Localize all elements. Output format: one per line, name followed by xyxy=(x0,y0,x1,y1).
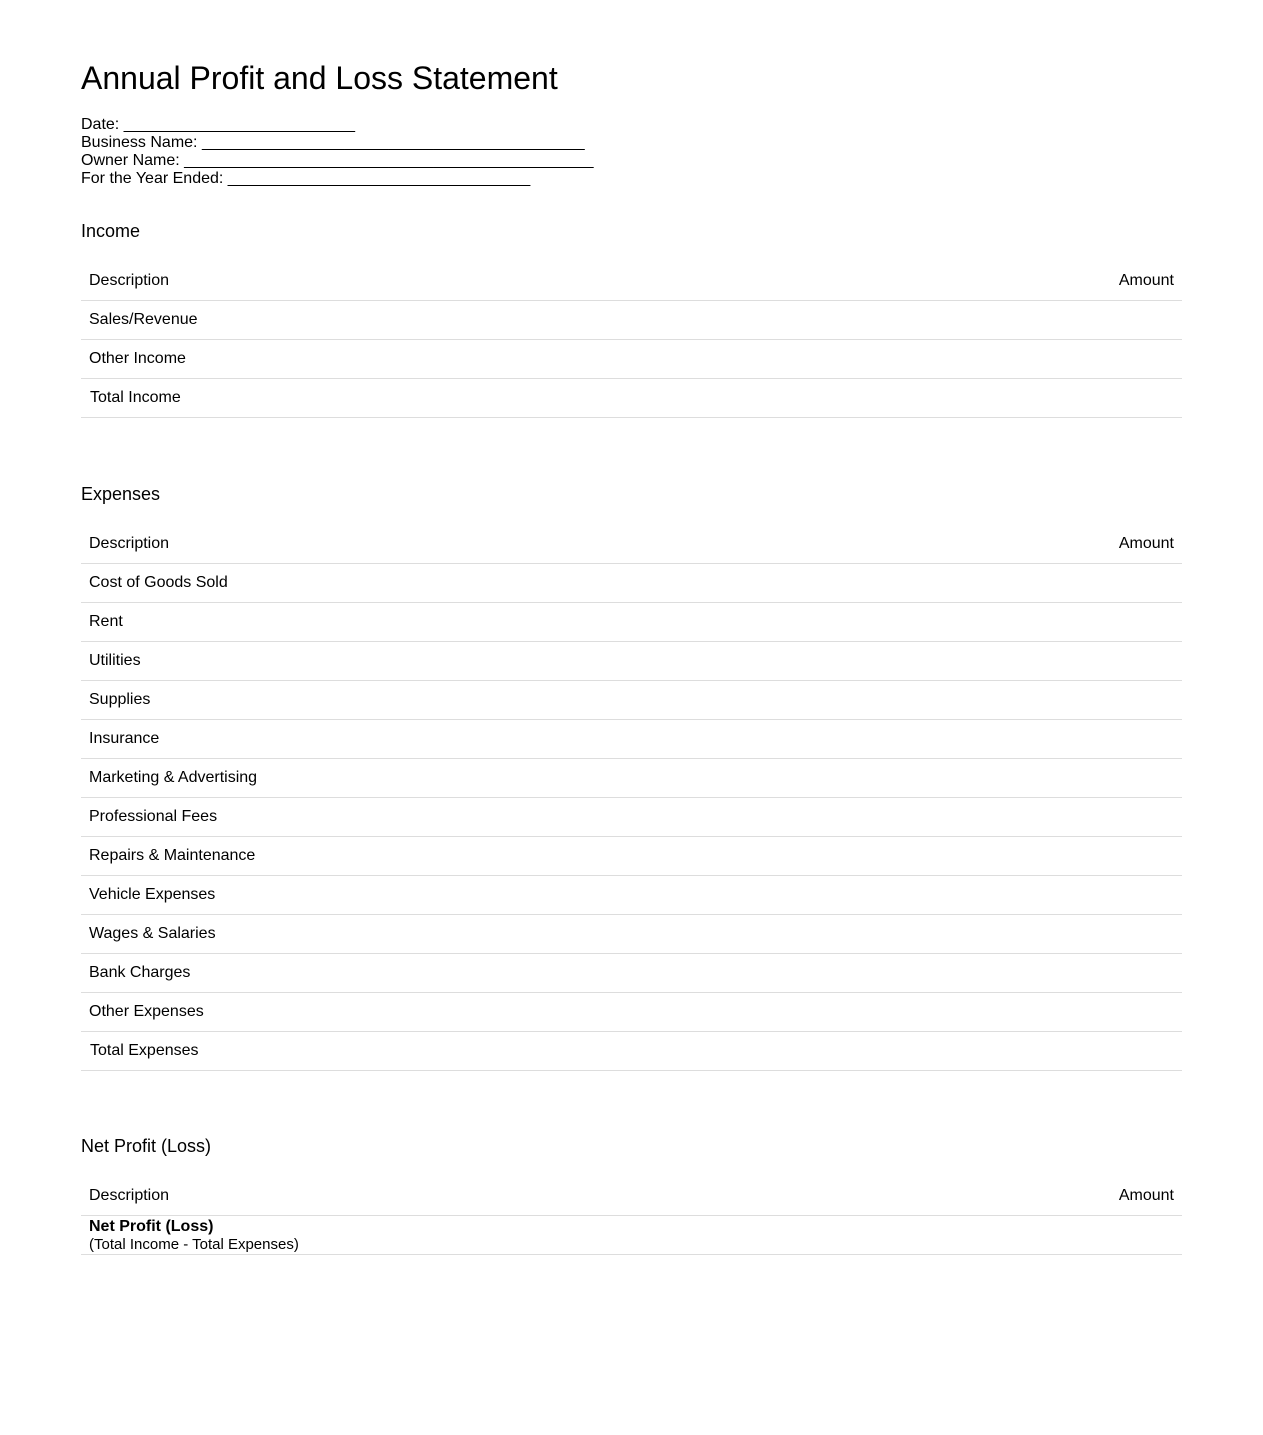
expenses-section xyxy=(81,483,1182,505)
expenses-header-row xyxy=(81,525,1182,564)
page-title: Annual Profit and Loss Statement xyxy=(81,60,558,96)
income-table xyxy=(81,262,1182,418)
year-ended-label: For the Year Ended: xyxy=(81,170,224,187)
expenses-amount-header: Amount xyxy=(875,525,1182,564)
business-name-blank[interactable]: ___________________________________________ xyxy=(201,134,585,151)
date-label: Date: xyxy=(81,116,120,133)
table-row xyxy=(81,993,1182,1032)
expense-row-label: Repairs & Maintenance xyxy=(81,837,875,876)
table-row xyxy=(81,301,1182,340)
expense-row-amount[interactable] xyxy=(875,915,1182,954)
header-fields xyxy=(81,116,593,188)
owner-name-field xyxy=(81,152,593,170)
expense-row-label: Insurance xyxy=(81,720,875,759)
net-description-header: Description xyxy=(81,1177,918,1216)
date-field xyxy=(81,116,593,134)
expense-row-amount[interactable] xyxy=(875,681,1182,720)
table-row xyxy=(81,876,1182,915)
expense-row-label: Wages & Salaries xyxy=(81,915,875,954)
income-row-label: Other Income xyxy=(81,340,782,379)
expense-row-label: Utilities xyxy=(81,642,875,681)
income-header-row xyxy=(81,262,1182,301)
net-amount-header: Amount xyxy=(918,1177,1182,1216)
total-expenses-label: Total Expenses xyxy=(81,1032,875,1071)
expense-row-amount[interactable] xyxy=(875,759,1182,798)
total-income-amount[interactable] xyxy=(782,379,1182,418)
income-section xyxy=(81,220,1182,242)
expense-row-amount[interactable] xyxy=(875,837,1182,876)
expense-row-amount[interactable] xyxy=(875,798,1182,837)
expense-row-label: Marketing & Advertising xyxy=(81,759,875,798)
expense-row-amount[interactable] xyxy=(875,642,1182,681)
income-row-amount[interactable] xyxy=(782,340,1182,379)
business-name-label: Business Name: xyxy=(81,134,198,151)
total-income-label: Total Income xyxy=(81,379,782,418)
expenses-description-header: Description xyxy=(81,525,875,564)
year-ended-blank[interactable]: __________________________________ xyxy=(227,170,531,187)
expense-row-amount[interactable] xyxy=(875,876,1182,915)
table-row xyxy=(81,954,1182,993)
year-ended-field xyxy=(81,170,593,188)
net-profit-row xyxy=(81,1216,1182,1255)
income-description-header: Description xyxy=(81,262,782,301)
income-amount-header: Amount xyxy=(782,262,1182,301)
expense-row-amount[interactable] xyxy=(875,954,1182,993)
owner-name-blank[interactable]: ______________________________________________ xyxy=(184,152,594,169)
net-profit-cell xyxy=(81,1216,918,1255)
net-profit-section xyxy=(81,1135,1182,1157)
net-profit-label: Net Profit (Loss) xyxy=(89,1217,214,1235)
expense-row-label: Cost of Goods Sold xyxy=(81,564,875,603)
expense-row-amount[interactable] xyxy=(875,993,1182,1032)
expense-row-label: Rent xyxy=(81,603,875,642)
net-profit-section-title: Net Profit (Loss) xyxy=(81,1136,212,1156)
net-header-row xyxy=(81,1177,1182,1216)
table-row xyxy=(81,837,1182,876)
expense-row-amount[interactable] xyxy=(875,720,1182,759)
date-blank[interactable]: __________________________ xyxy=(123,116,356,133)
expenses-table xyxy=(81,525,1182,1071)
table-row xyxy=(81,798,1182,837)
expense-row-amount[interactable] xyxy=(875,603,1182,642)
expense-row-label: Bank Charges xyxy=(81,954,875,993)
income-row-label: Sales/Revenue xyxy=(81,301,782,340)
expense-row-amount[interactable] xyxy=(875,564,1182,603)
total-income-row xyxy=(81,379,1182,418)
table-row xyxy=(81,720,1182,759)
total-expenses-row xyxy=(81,1032,1182,1071)
expense-row-label: Other Expenses xyxy=(81,993,875,1032)
table-row xyxy=(81,642,1182,681)
business-name-field xyxy=(81,134,593,152)
expense-row-label: Supplies xyxy=(81,681,875,720)
table-row xyxy=(81,759,1182,798)
owner-name-label: Owner Name: xyxy=(81,152,180,169)
table-row xyxy=(81,915,1182,954)
income-section-title: Income xyxy=(81,221,141,241)
expenses-section-title: Expenses xyxy=(81,484,161,504)
table-row xyxy=(81,564,1182,603)
table-row xyxy=(81,603,1182,642)
table-row xyxy=(81,340,1182,379)
income-row-amount[interactable] xyxy=(782,301,1182,340)
total-expenses-amount[interactable] xyxy=(875,1032,1182,1071)
expense-row-label: Vehicle Expenses xyxy=(81,876,875,915)
expense-row-label: Professional Fees xyxy=(81,798,875,837)
net-profit-amount[interactable] xyxy=(918,1216,1182,1255)
net-profit-formula: (Total Income - Total Expenses) xyxy=(89,1235,299,1253)
net-profit-table xyxy=(81,1177,1182,1255)
table-row xyxy=(81,681,1182,720)
